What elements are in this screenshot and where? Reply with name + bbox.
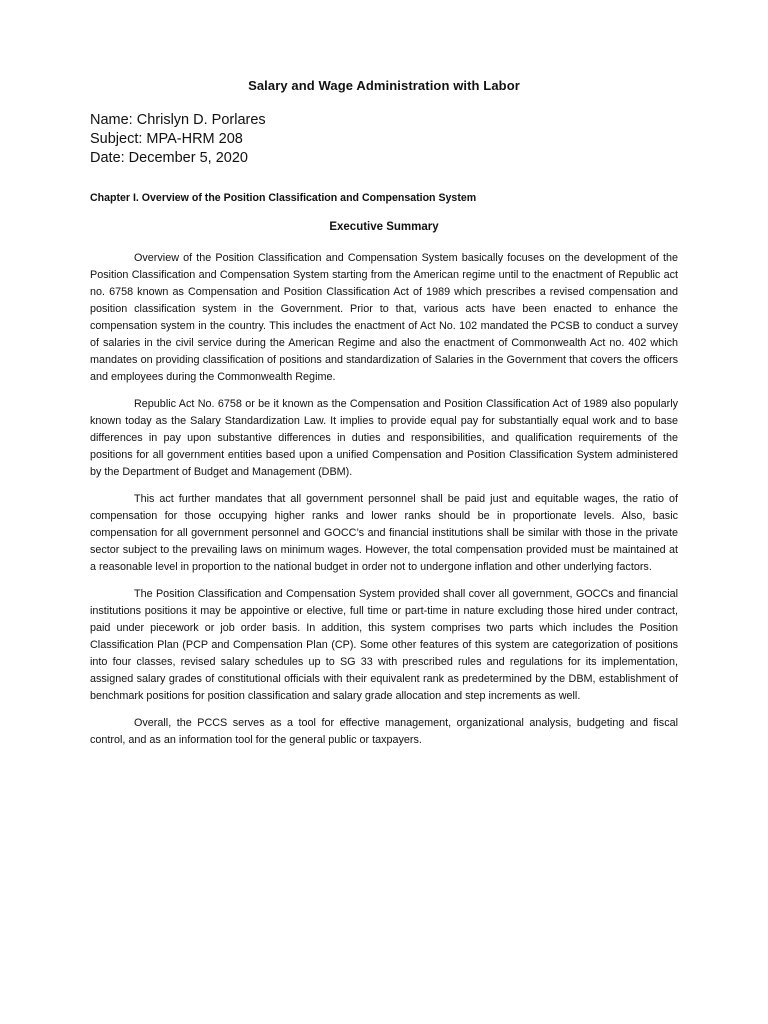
author-name: Name: Chrislyn D. Porlares [90,112,266,128]
paragraph-4: The Position Classification and Compensation System provided shall cover all government, GOCCs and financial institutions positions it may be appointive or elective, full time or part-time in nature excluding those hired under contract, paid under piecework or job order basis. In addition, this system comprises two parts which includes the Position Classification Plan (PCP and Compensation Plan (CP). Some other features of this system are categorization of positions into four classes, revised salary schedules up to SG 33 with prescribed rules and regulations for its implementation, assigned salary grades of constitutional officials with their equivalent rank as predetermined by the DBM, establishment of benchmark positions for position classification and salary grade allocation and step increments as well. [90,588,678,702]
paragraph-5: Overall, the PCCS serves as a tool for effective management, organizational analysis, budgeting and fiscal control, and as an information tool for the general public or taxpayers. [90,717,678,746]
paragraph-1: Overview of the Position Classification and Compensation System basically focuses on the development of the Position Classification and Compensation System starting from the American regime until to the enactment of Republic act no. 6758 known as Compensation and Position Classification Act of 1989 which prescribes a revised compensation and position classification system in the Government. Prior to that, various acts have been enacted to enhance the compensation system in the country. This includes the enactment of Act No. 102 mandated the PCSB to conduct a survey of salaries in the civil service during the American Regime and also the enactment of Commonwealth Act no. 402 which mandates on providing classification of positions and standardization of Salaries in the Government that covers the officers and employees during the Commonwealth Regime. [90,252,678,383]
section-heading: Executive Summary [329,221,439,233]
paragraph-2: Republic Act No. 6758 or be it known as the Compensation and Position Classification Act of 1989 also popularly known today as the Salary Standardization Law. It implies to provide equal pay for substantially equal work and to base differences in pay upon substantive differences in duties and responsibilities, and qualification requirements of the positions for all government entities based upon a unified Compensation and Position Classification System administered by the Department of Budget and Management (DBM). [90,398,678,478]
paragraph-3: This act further mandates that all government personnel shall be paid just and equitable wages, the ratio of compensation for those occupying higher ranks and lower ranks should be in proportionate levels. Also, basic compensation for all government personnel and GOCC’s and financial institutions shall be similar with those in the private sector subject to the prevailing laws on minimum wages. However, the total compensation provided must be maintained at a reasonable level in proportion to the national budget in order not to undergone inflation and other underlying factors. [90,493,678,573]
date-line: Date: December 5, 2020 [90,150,248,166]
document-title: Salary and Wage Administration with Labor [248,78,520,93]
author-info-block [90,111,266,168]
subject-line: Subject: MPA-HRM 208 [90,131,243,147]
body-text [90,250,678,759]
chapter-heading: Chapter I. Overview of the Position Classification and Compensation System [90,192,477,204]
